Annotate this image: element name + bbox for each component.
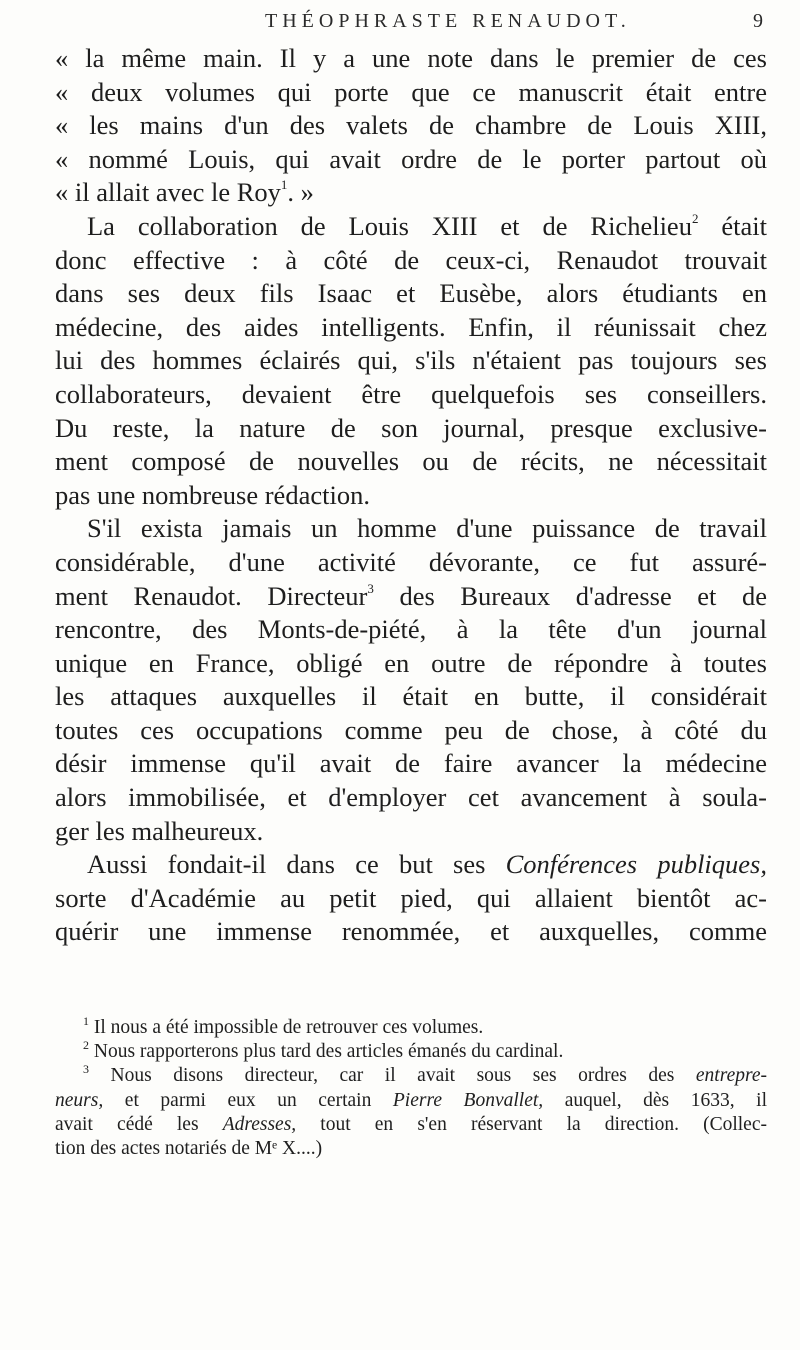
- paragraph-line: La collaboration de Louis XIII et de Richelieu$^2$ était: [87, 210, 767, 241]
- quote-line: « nommé Louis, qui avait ordre de le porter partout où: [55, 143, 767, 174]
- paragraph-line: quérir une immense renommée, et auxquelles, comme: [55, 916, 767, 947]
- paragraph-line: désir immense qu'il avait de faire avancer la médecine: [55, 748, 767, 779]
- running-head-title: THÉOPHRASTE RENAUDOT.: [265, 10, 631, 32]
- paragraph-line: ger les malheureux.: [55, 815, 264, 846]
- footnote-ref[interactable]: 1: [280, 177, 288, 193]
- footnote-mark: 2: [83, 1038, 89, 1053]
- quote-line: « la même main. Il y a une note dans le premier de ces: [55, 43, 767, 73]
- paragraph-line: ment Renaudot. Directeur$^3$ des Bureaux d'adresse et de: [55, 580, 767, 611]
- quote-line: « les mains d'un des valets de chambre de Louis XIII,: [55, 110, 767, 141]
- paragraph-line: alors immobilisée, et d'employer cet avancement à soula-: [55, 782, 767, 813]
- page-number: 9: [753, 10, 765, 32]
- running-head: [55, 6, 765, 34]
- paragraph-line: toutes ces occupations comme peu de chose, à côté du: [55, 714, 767, 745]
- paragraph-activity: [55, 512, 767, 848]
- footnote-line: $^3$ Nous disons directeur, car il avait sous ses ordres des entrepre-: [83, 1062, 768, 1087]
- footnote-line: tion des actes notariés de Mᵉ X....): [55, 1138, 323, 1160]
- footnote-line: avait cédé les Adresses, tout en s'en réservant la direction. (Collec-: [55, 1113, 767, 1135]
- paragraph-line: sorte d'Académie au petit pied, qui allaient bientôt ac-: [55, 882, 767, 913]
- paragraph-line: donc effective : à côté de ceux-ci, Renaudot trouvait: [55, 244, 767, 275]
- paragraph-line: S'il exista jamais un homme d'une puissance de travail: [87, 513, 767, 544]
- paragraph-line: Aussi fondait-il dans ce but ses Conférences publiques,: [87, 849, 767, 880]
- paragraph-conferences: [55, 848, 767, 949]
- footnote-line: neurs, et parmi eux un certain Pierre Bonvallet, auquel, dès 1633, il: [55, 1089, 767, 1111]
- paragraph-line: ment composé de nouvelles ou de récits, ne nécessitait: [55, 446, 767, 477]
- quoted-passage: [55, 42, 767, 210]
- paragraph-line: médecine, des aides intelligents. Enfin, il réunissait chez: [55, 311, 767, 342]
- footnote-line: $^1$ Il nous a été impossible de retrouver ces volumes.: [83, 1014, 484, 1038]
- footnote-mark: 1: [83, 1014, 89, 1028]
- paragraph-line: les attaques auxquelles il était en butte, il considérait: [55, 681, 767, 712]
- quote-line: « deux volumes qui porte que ce manuscrit était entre: [55, 76, 767, 107]
- body-text: [55, 42, 767, 949]
- paragraph-line: collaborateurs, devaient être quelquefois ses conseillers.: [55, 378, 767, 409]
- footnote-ref[interactable]: 2: [691, 210, 699, 226]
- paragraph-line: considérable, d'une activité dévorante, ce fut assuré-: [55, 546, 767, 577]
- paragraph-line: dans ses deux fils Isaac et Eusèbe, alors étudiants en: [55, 278, 767, 309]
- footnote-ref[interactable]: 3: [367, 580, 374, 596]
- paragraph-line: lui des hommes éclairés qui, s'ils n'étaient pas toujours ses: [55, 345, 767, 376]
- quote-line: « il allait avec le Roy$^1$. »: [55, 177, 314, 208]
- footnote: [55, 1064, 767, 1161]
- footnote-line: $^2$ Nous rapporterons plus tard des articles émanés du cardinal.: [83, 1038, 564, 1063]
- footnotes: [55, 1016, 767, 1161]
- footnote-mark: 3: [83, 1062, 89, 1077]
- paragraph-line: Du reste, la nature de son journal, presque exclusive-: [55, 412, 767, 443]
- footnote: [55, 1016, 767, 1040]
- paragraph-line: pas une nombreuse rédaction.: [55, 479, 370, 510]
- footnote: [55, 1040, 767, 1064]
- paragraph-line: unique en France, obligé en outre de répondre à toutes: [55, 647, 767, 678]
- paragraph-collaboration: [55, 210, 767, 512]
- paragraph-line: rencontre, des Monts-de-piété, à la tête d'un journal: [55, 614, 767, 645]
